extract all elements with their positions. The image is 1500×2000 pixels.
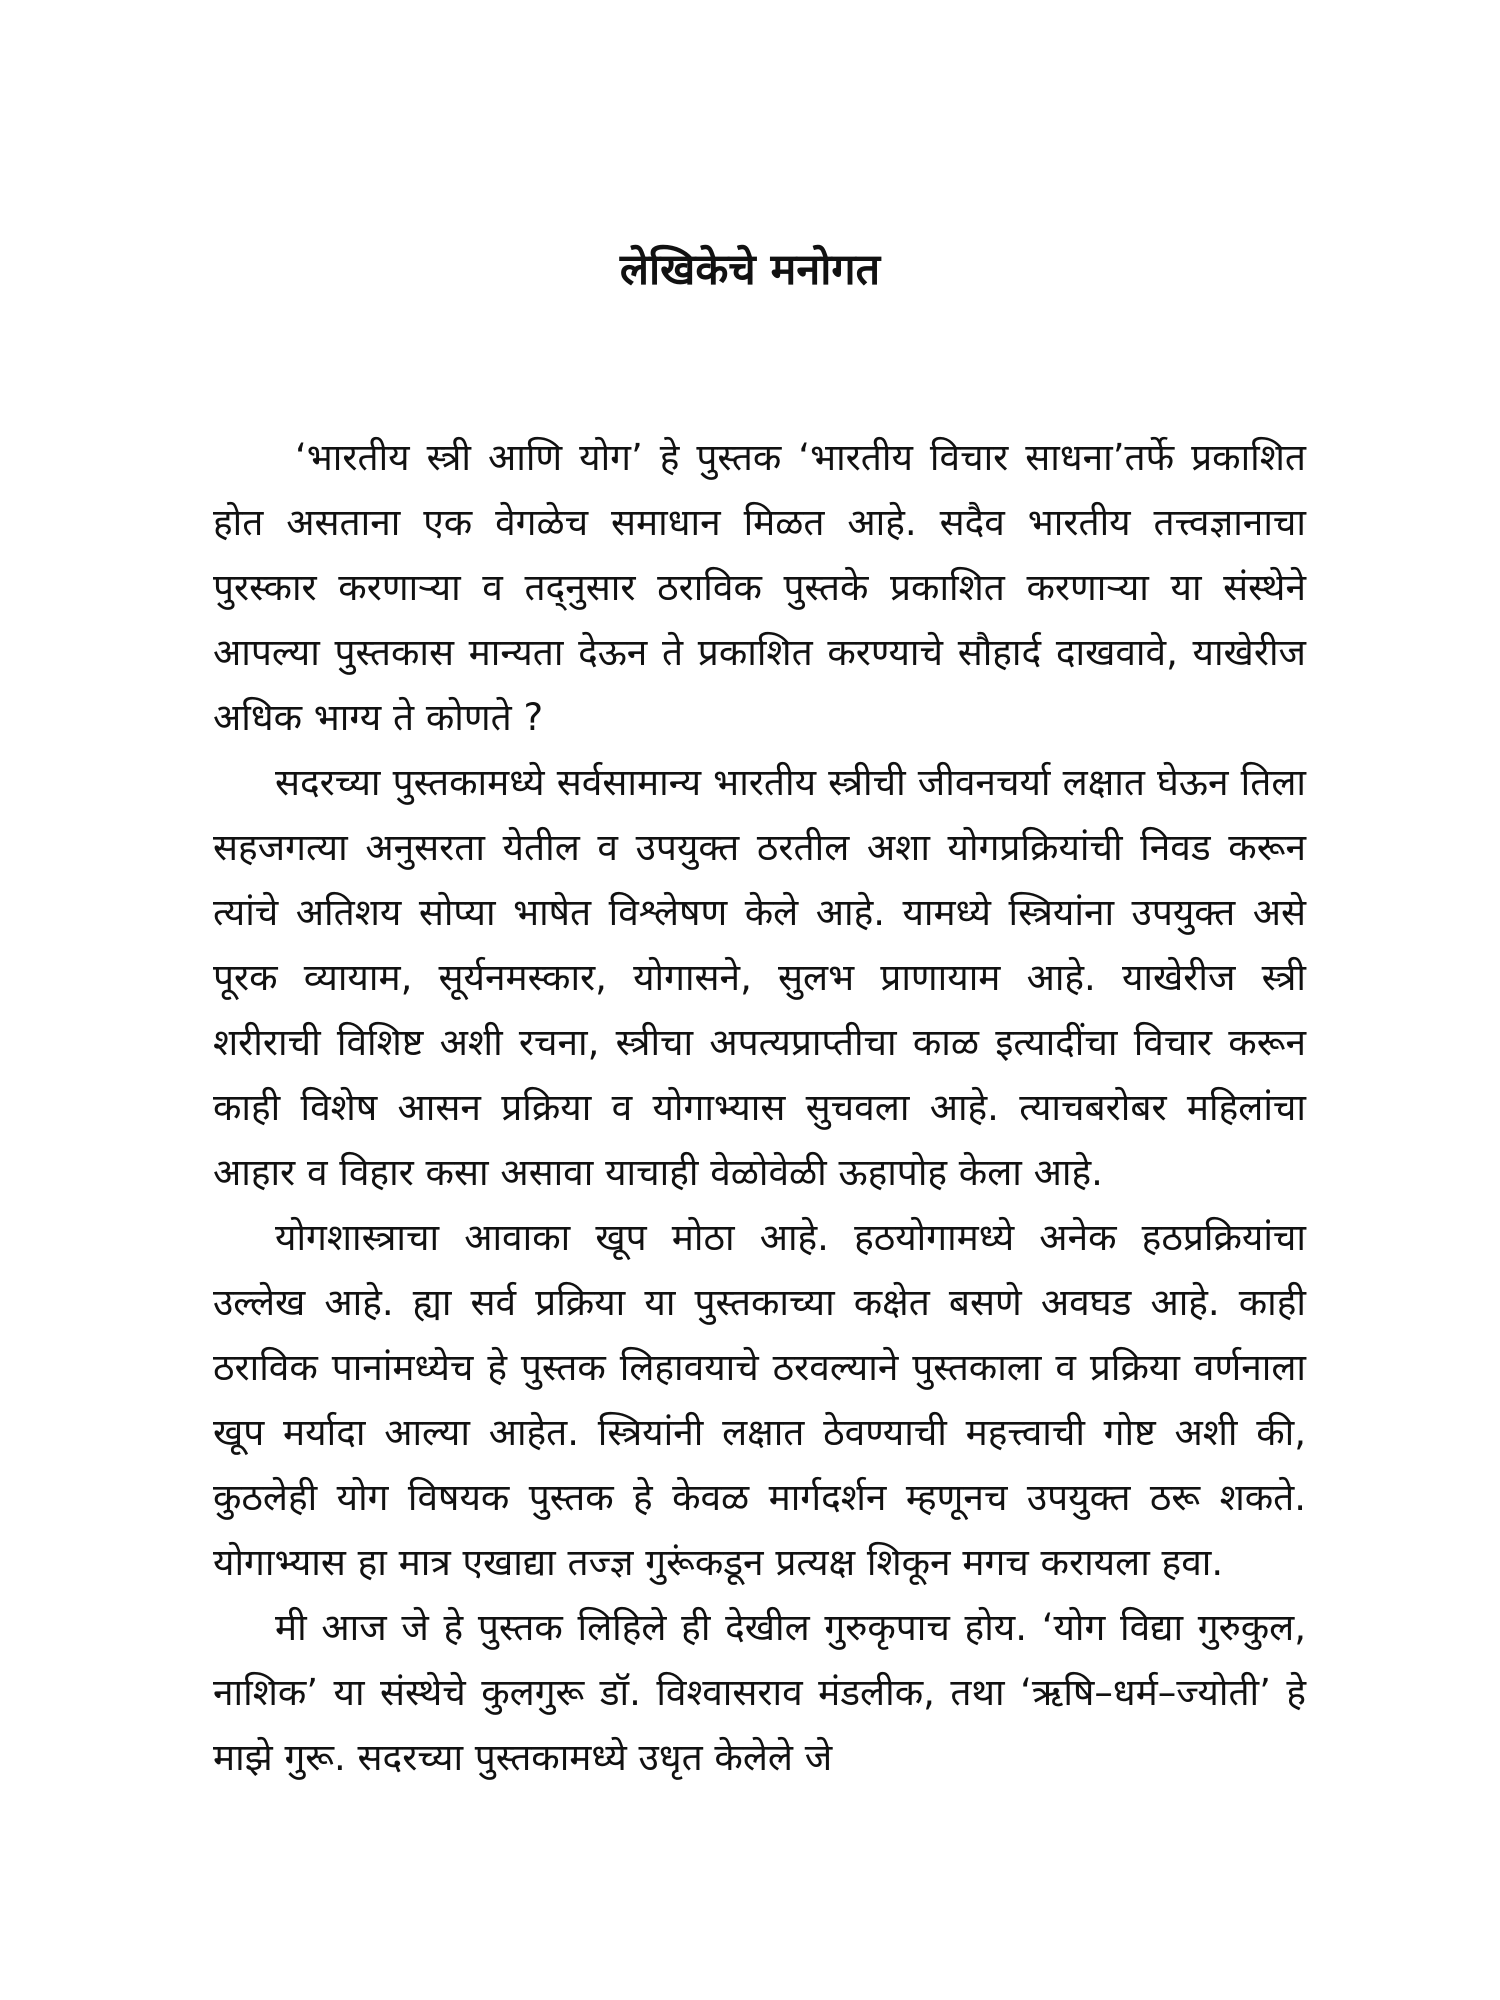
paragraph-1: ‘भारतीय स्त्री आणि योग’ हे पुस्तक ‘भारतीय विचार साधना’तर्फे प्रकाशित होत असताना एक वेगळेच समाधान मिळत आहे. सदैव भारतीय तत्त्वज्ञानाचा पुरस्कार करणाऱ्या व तद्नुसार ठराविक पुस्तके प्रकाशित करणाऱ्या या संस्थेने आपल्या पुस्तकास मान्यता देऊन ते प्रकाशित करण्याचे सौहार्द दाखवावे, याखेरीज अधिक भाग्य ते कोणते ? (213, 436, 1306, 739)
page-title: लेखिकेचे मनोगत (619, 245, 881, 295)
paragraph-3: योगशास्त्राचा आवाका खूप मोठा आहे. हठयोगामध्ये अनेक हठप्रक्रियांचा उल्लेख आहे. ह्या सर्व प्रक्रिया या पुस्तकाच्या कक्षेत बसणे अवघड आहे. काही ठराविक पानांमध्येच हे पुस्तक लिहावयाचे ठरवल्याने पुस्तकाला व प्रक्रिया वर्णनाला खूप मर्यादा आल्या आहेत. स्त्रियांनी लक्षात ठेवण्याची महत्त्वाची गोष्ट अशी की, कुठलेही योग विषयक पुस्तक हे केवळ मार्गदर्शन म्हणूनच उपयुक्त ठरू शकते. योगाभ्यास हा मात्र एखाद्या तज्ज्ञ गुरूंकडून प्रत्यक्ष शिकून मगच करायला हवा. (213, 1216, 1306, 1584)
paragraph-4: मी आज जे हे पुस्तक लिहिले ही देखील गुरुकृपाच होय. ‘योग विद्या गुरुकुल, नाशिक’ या संस्थेचे कुलगुरू डॉ. विश्वासराव मंडलीक, तथा ‘ऋषि–धर्म–ज्योती’ हे माझे गुरू. सदरच्या पुस्तकामध्ये उधृत केलेले जे (213, 1606, 1306, 1779)
document-body (213, 425, 1306, 1790)
paragraph-2: सदरच्या पुस्तकामध्ये सर्वसामान्य भारतीय स्त्रीची जीवनचर्या लक्षात घेऊन तिला सहजगत्या अनुसरता येतील व उपयुक्त ठरतील अशा योगप्रक्रियांची निवड करून त्यांचे अतिशय सोप्या भाषेत विश्लेषण केले आहे. यामध्ये स्त्रियांना उपयुक्त असे पूरक व्यायाम, सूर्यनमस्कार, योगासने, सुलभ प्राणायाम आहे. याखेरीज स्त्री शरीराची विशिष्ट अशी रचना, स्त्रीचा अपत्यप्राप्तीचा काळ इत्यादींचा विचार करून काही विशेष आसन प्रक्रिया व योगाभ्यास सुचवला आहे. त्याचबरोबर महिलांचा आहार व विहार कसा असावा याचाही वेळोवेळी ऊहापोह केला आहे. (213, 761, 1306, 1194)
